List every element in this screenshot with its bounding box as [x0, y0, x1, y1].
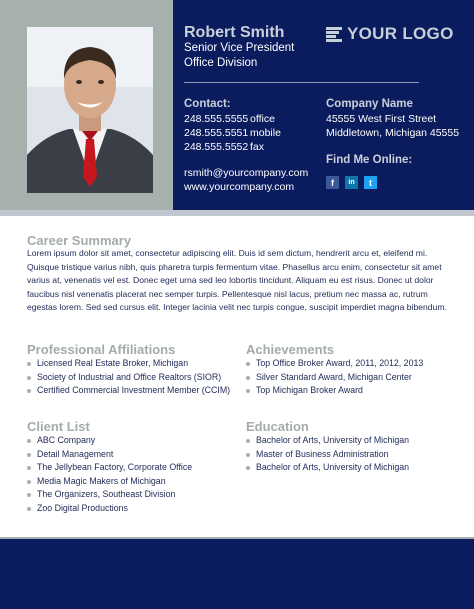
contact-panel — [173, 0, 474, 210]
footer-band — [0, 539, 474, 609]
phone-mobile — [184, 127, 281, 139]
achievements-heading: Achievements — [246, 342, 335, 357]
list-item: Top Michigan Broker Award — [246, 384, 423, 398]
website-link[interactable]: www.yourcompany.com — [184, 181, 295, 193]
list-item: Licensed Real Estate Broker, Michigan — [27, 357, 230, 371]
phone-fax — [184, 141, 264, 153]
logo-icon — [326, 26, 342, 42]
company-city: Middletown, Michigan 45555 — [326, 127, 460, 139]
social-links — [326, 176, 377, 189]
facebook-icon[interactable]: f — [326, 176, 339, 189]
phone-office — [184, 113, 275, 125]
affiliations-list — [27, 357, 230, 398]
list-item: Top Office Broker Award, 2011, 2012, 2013 — [246, 357, 423, 371]
resume-header — [0, 0, 474, 210]
phone-number: 248.555.5551 — [184, 127, 249, 139]
list-item: Society of Industrial and Office Realtors (SIOR) — [27, 371, 230, 385]
achievements-list — [246, 357, 423, 398]
profile-photo — [27, 27, 153, 193]
company-name: Company Name — [326, 98, 413, 110]
logo-text: YOUR LOGO — [347, 24, 454, 43]
portrait-illustration — [27, 27, 153, 193]
phone-type: mobile — [250, 127, 281, 139]
find-online-heading: Find Me Online: — [326, 154, 413, 166]
client-list — [27, 434, 192, 515]
contact-heading: Contact: — [184, 98, 231, 110]
career-summary-text: Lorem ipsum dolor sit amet, consectetur adipiscing elit. Duis id sem dictum, hendrerit arcu et, eleifend mi. Quisque tristique varius nibh, quis pharetra turpis fermentum vitae. Phasellus arcu enim, consectetur sit amet varius at, venenatis vel est. Donec eget urna sed leo lobortis tincidunt. Aliquam eu est risus. Donec ut dolor faucibus nisl venenatis placerat nec semper turpis. Pellentesque nisl lacus, pretium nec massa ac, rutrum egestas lorem. Sed sed cursus elit. Integer lacinia velit nec turpis congue, suscipit imperdiet magna bibendum. — [27, 248, 447, 312]
list-item: Detail Management — [27, 448, 192, 462]
header-divider — [184, 82, 419, 83]
list-item: The Jellybean Factory, Corporate Office — [27, 461, 192, 475]
list-item: Master of Business Administration — [246, 448, 409, 462]
email-link[interactable]: rsmith@yourcompany.com — [184, 167, 309, 179]
linkedin-icon[interactable]: in — [345, 176, 358, 189]
phone-number: 248.555.5555 — [184, 113, 249, 125]
list-item: Zoo Digital Productions — [27, 502, 192, 516]
company-street: 45555 West First Street — [326, 113, 437, 125]
affiliations-heading: Professional Affiliations — [27, 342, 176, 357]
list-item: ABC Company — [27, 434, 192, 448]
twitter-icon[interactable]: t — [364, 176, 377, 189]
list-item: Bachelor of Arts, University of Michigan — [246, 434, 409, 448]
list-item: Media Magic Makers of Michigan — [27, 475, 192, 489]
education-heading: Education — [246, 419, 309, 434]
person-name: Robert Smith — [184, 24, 285, 41]
company-logo — [326, 24, 454, 44]
photo-panel — [0, 0, 173, 210]
career-summary-heading: Career Summary — [27, 233, 132, 248]
list-item: The Organizers, Southeast Division — [27, 488, 192, 502]
education-list — [246, 434, 409, 475]
phone-type: office — [250, 113, 275, 125]
list-item: Bachelor of Arts, University of Michigan — [246, 461, 409, 475]
list-item: Certified Commercial Investment Member (CCIM) — [27, 384, 230, 398]
job-title: Senior Vice President — [184, 42, 295, 54]
list-item: Silver Standard Award, Michigan Center — [246, 371, 423, 385]
phone-number: 248.555.5552 — [184, 141, 249, 153]
client-list-heading: Client List — [27, 419, 90, 434]
header-band — [0, 210, 474, 216]
phone-type: fax — [250, 141, 265, 153]
division: Office Division — [184, 57, 258, 69]
